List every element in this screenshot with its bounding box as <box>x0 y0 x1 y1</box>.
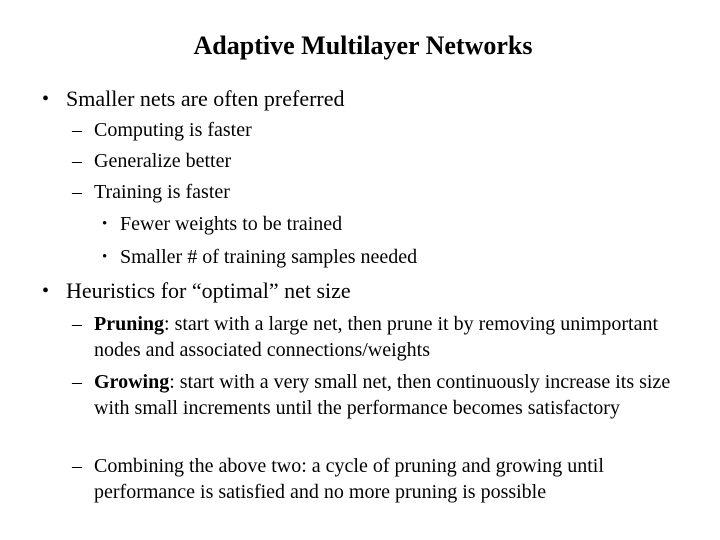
subitem-text: Generalize better <box>94 150 232 172</box>
dot-icon: • <box>102 249 108 265</box>
subitem-text <box>94 311 672 363</box>
subitem <box>72 148 672 174</box>
dot-icon: • <box>102 216 108 232</box>
dash-icon: – <box>72 150 82 172</box>
dash-icon: – <box>72 119 82 141</box>
bullet-text: Heuristics for “optimal” net size <box>66 278 351 303</box>
subitem-text: Training is faster <box>94 181 230 203</box>
subitem <box>72 369 672 421</box>
slide-title: Adaptive Multilayer Networks <box>193 31 533 60</box>
subitem-text <box>94 369 672 421</box>
subitem <box>72 453 672 505</box>
subitem-text: Combining the above two: a cycle of pruning and growing until performance is satisfied and no more pruning is possible <box>94 455 604 503</box>
subitem-keyword: Pruning <box>94 313 165 335</box>
subitem-description: : start with a very small net, then continuously increase its size with small increments until the performance becomes satisfactory <box>94 371 671 419</box>
sub-subitem-text: Fewer weights to be trained <box>120 213 343 235</box>
subitem-text: Computing is faster <box>94 119 252 141</box>
subitem-keyword: Growing <box>94 371 170 393</box>
subitem <box>72 179 672 205</box>
subitem <box>72 117 672 143</box>
subitem <box>72 311 672 363</box>
bullet-icon: • <box>42 88 50 110</box>
subitem-description: : start with a large net, then prune it by removing unimportant nodes and associated connections/weights <box>94 313 658 361</box>
dash-icon: – <box>72 455 82 477</box>
dash-icon: – <box>72 313 82 335</box>
bullet-icon: • <box>42 280 50 302</box>
sub-subitem-text: Smaller # of training samples needed <box>120 246 418 268</box>
dash-icon: – <box>72 181 82 203</box>
dash-icon: – <box>72 371 82 393</box>
bullet-text: Smaller nets are often preferred <box>66 86 345 111</box>
